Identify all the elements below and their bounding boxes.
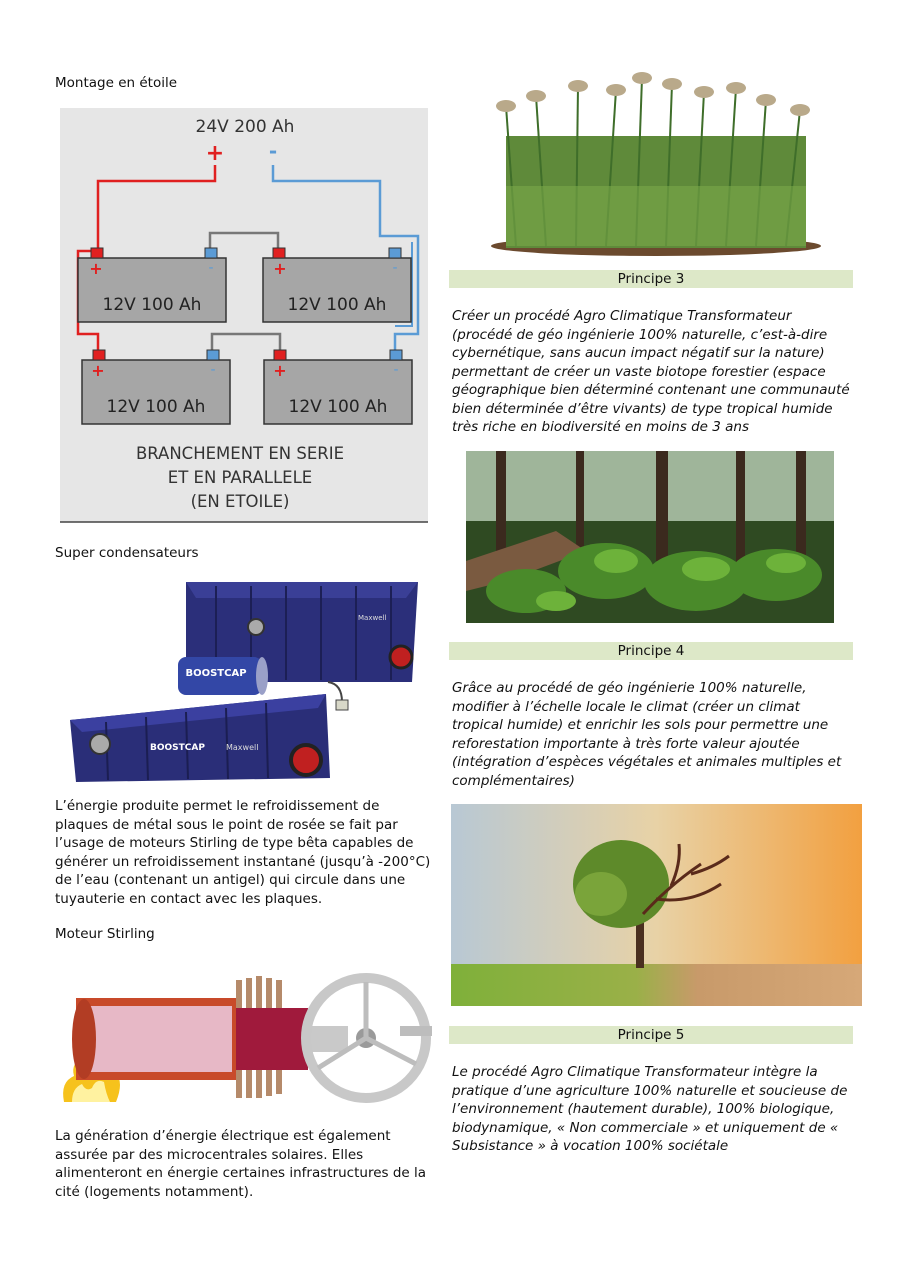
svg-text:-: - [393, 362, 399, 378]
svg-text:12V 100 Ah: 12V 100 Ah [287, 295, 387, 315]
principle-3-text: Créer un procédé Agro Climatique Transformateur (procédé de géo ingénierie 100% naturelle, c’est-à-dire cybernétique, sans aucun impact négatif sur la nature) permettant de créer un vaste biotope forestier (espace géographique bien déterminé contenant une communauté bien déterminée d’être vivants) de type tropical humide très riche en biodiversité en moins de 3 ans [452, 308, 850, 435]
paragraph-solar: La génération d’énergie électrique est également assurée par des microcentrales solaires. Elles alimenteront en énergie certaines infrastructures de la cité (logements notamment). [55, 1128, 427, 1200]
svg-text:+: + [273, 259, 287, 278]
principle-5-text: Le procédé Agro Climatique Transformateur intègre la pratique d’une agriculture 100% naturelle et soucieuse de l’environnement (hautement durable), 100% biologique, biodynamique, « Non commerciale » et uniquement de « Subsistance » à vocation 100% sociétale [452, 1064, 848, 1154]
svg-text:-: - [210, 362, 216, 378]
diagram-caption-2: ET EN PARALLELE [167, 468, 313, 487]
climate-tree-image [451, 804, 862, 1006]
principle-5-title: Principe 5 [449, 1026, 853, 1044]
svg-text:Maxwell: Maxwell [358, 614, 387, 622]
svg-text:+: + [273, 361, 287, 380]
svg-text:Maxwell: Maxwell [226, 743, 259, 752]
supercapacitor-image [66, 572, 420, 790]
heading-stirling: Moteur Stirling [55, 926, 155, 942]
principle-3-title: Principe 3 [449, 270, 853, 288]
svg-text:+: + [91, 361, 105, 380]
svg-text:12V 100 Ah: 12V 100 Ah [106, 397, 206, 417]
heading-star-mount: Montage en étoile [55, 75, 178, 91]
svg-text:12V 100 Ah: 12V 100 Ah [288, 397, 388, 417]
reeds-image [466, 66, 844, 258]
principle-4-title: Principe 4 [449, 642, 853, 660]
heading-supercapacitors: Super condensateurs [55, 545, 199, 561]
diagram-caption-3: (EN ETOILE) [190, 492, 290, 511]
diagram-plus: + [205, 141, 225, 166]
diagram-caption-1: BRANCHEMENT EN SERIE [135, 444, 345, 463]
svg-text:-: - [392, 260, 398, 276]
svg-text:-: - [208, 260, 214, 276]
svg-text:BOOSTCAP: BOOSTCAP [185, 668, 247, 679]
battery-wiring-diagram [60, 108, 428, 524]
svg-text:12V 100 Ah: 12V 100 Ah [102, 295, 202, 315]
paragraph-energy: L’énergie produite permet le refroidissement de plaques de métal sous le point de rosée se fait par l’usage de moteurs Stirling de type bêta capables de générer un refroidissement instantané (jusqu’à -200°C) de l’eau (contenant un antigel) qui circule dans une tuyauterie en contact avec les plaques. [55, 798, 431, 907]
stirling-engine-image [60, 958, 432, 1108]
tropical-forest-image [466, 451, 834, 623]
diagram-top-label: 24V 200 Ah [195, 117, 295, 137]
svg-text:+: + [89, 259, 103, 278]
svg-text:BOOSTCAP: BOOSTCAP [150, 743, 205, 753]
diagram-minus: - [268, 139, 278, 163]
principle-4-text: Grâce au procédé de géo ingénierie 100% naturelle, modifier à l’échelle locale le climat (créer un climat tropical humide) et enrichir les sols pour permettre une reforestation importante à très forte valeur ajoutée (intégration d’espèces végétales et animales multiples et complémentaires) [452, 680, 842, 789]
